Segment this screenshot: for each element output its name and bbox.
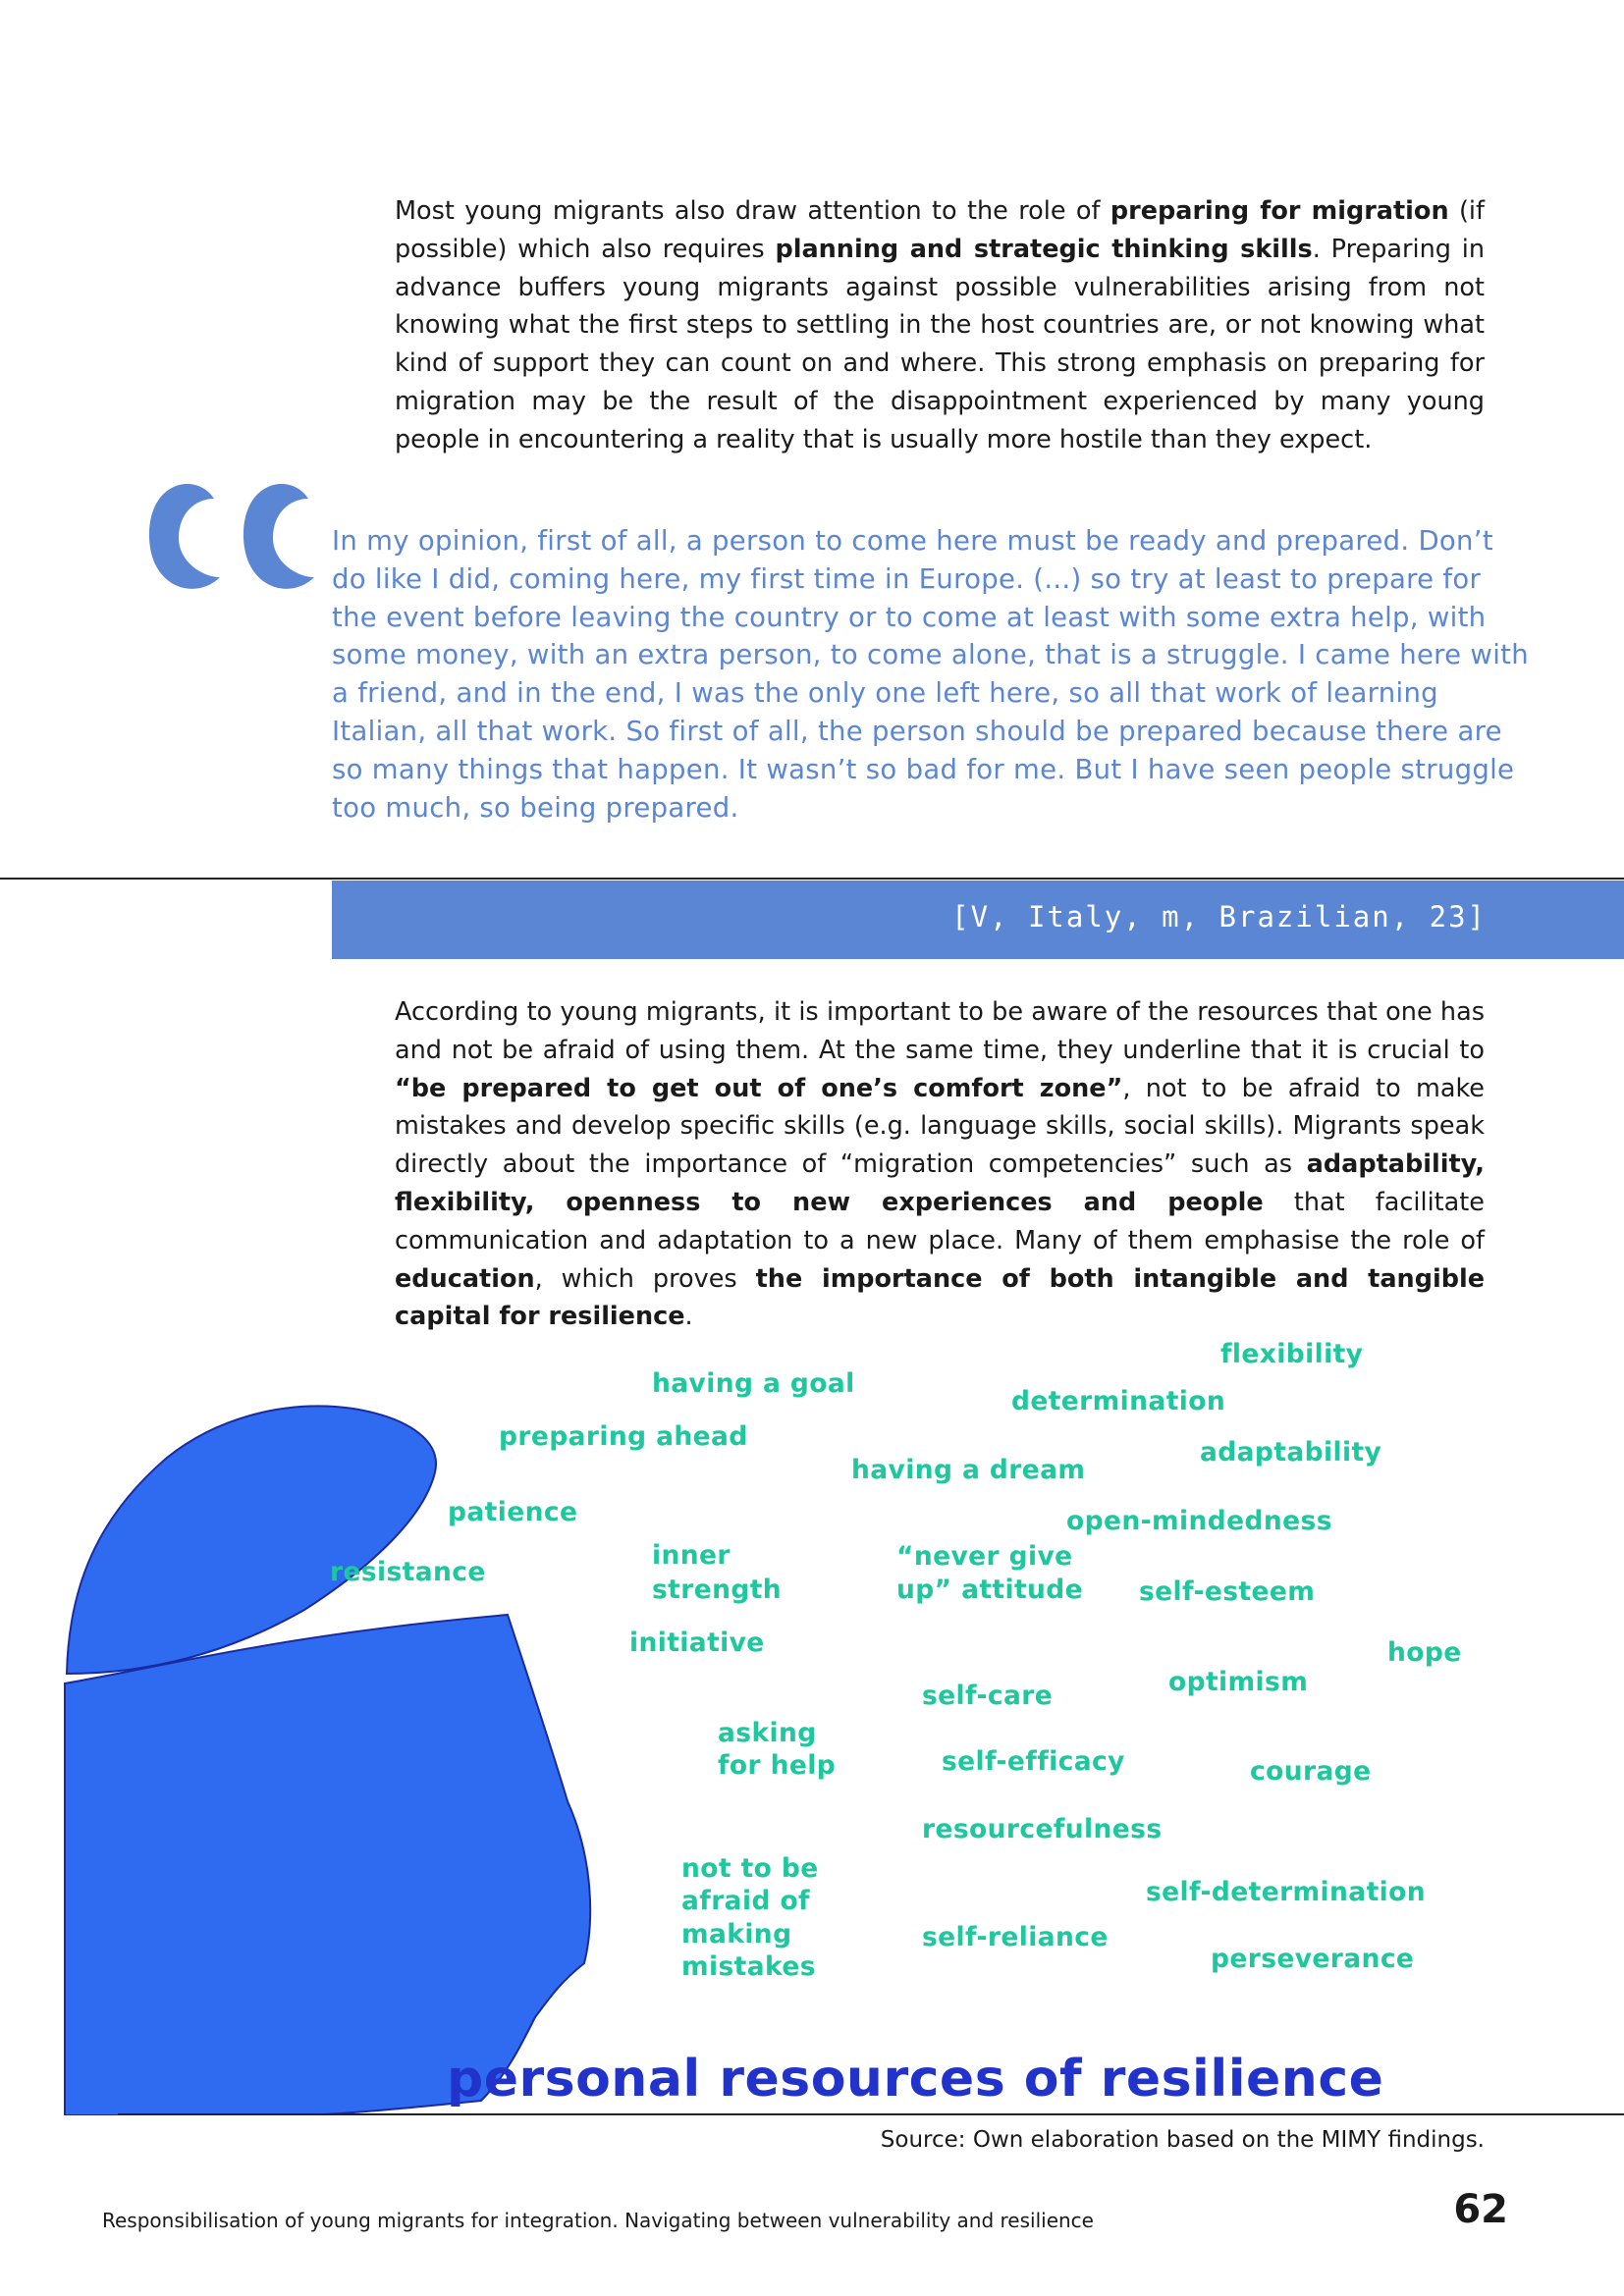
page-number: 62 (1453, 2187, 1508, 2232)
para2-text: , not to be afraid to make mistakes and develop specific skills (e.g. language skills, social skills). Migrants speak directly about the importance of “migration competencies” such as (395, 1073, 1485, 1180)
resource-word: self-efficacy (942, 1746, 1125, 1777)
resource-word: open-mindedness (1066, 1506, 1332, 1536)
resource-word: patience (448, 1497, 578, 1527)
resource-word: courage (1250, 1756, 1372, 1787)
attribution-bar (332, 881, 1624, 959)
resource-word: having a dream (851, 1455, 1086, 1485)
resource-word: resistance (330, 1557, 486, 1587)
figure-title: personal resources of resilience (447, 2050, 1384, 2109)
resource-word: having a goal (652, 1368, 855, 1399)
divider-line (118, 2113, 1624, 2115)
para1-bold: preparing for migration (1110, 196, 1449, 226)
divider-line (0, 878, 1624, 880)
resource-word: preparing ahead (499, 1421, 748, 1452)
para2-bold: “be prepared to get out of one’s comfort zone” (395, 1073, 1123, 1103)
resource-word: flexibility (1220, 1339, 1364, 1369)
resource-word: initiative (629, 1628, 765, 1658)
resource-word: self-care (922, 1681, 1054, 1711)
para2-bold: adaptability, flexibility, openness to new experiences and people (395, 1149, 1485, 1217)
resource-word: making (681, 1919, 792, 1949)
interview-quote: In my opinion, first of all, a person to come here must be ready and prepared. Don’t do like I did, coming here, my first time in Europe. (...) so try at least to prepare for the event before leaving the country or to come at least with some extra help, with some money, with an extra person, to come alone, that is a struggle. I came here with a friend, and in the end, I was the only one left here, so all that work of learning Italian, all that work. So first of all, the person should be prepared because there are so many things that happen. It wasn’t so bad for me. But I have seen people struggle too much, so being prepared. (332, 525, 1529, 824)
resource-word: strength (652, 1575, 783, 1605)
resource-word: for help (718, 1750, 837, 1781)
quote-attribution: [V, Italy, m, Brazilian, 23] (951, 900, 1487, 934)
resource-word: adaptability (1200, 1437, 1382, 1468)
para2-bold: the importance of both intangible and tangible capital for resilience (395, 1263, 1485, 1332)
body-paragraph-2 (395, 993, 1485, 1336)
para2-text: that facilitate communication and adaptation to a new place. Many of them emphasise the role of (395, 1187, 1485, 1255)
resource-word: self-esteem (1139, 1576, 1316, 1607)
para2-text: , which proves (534, 1263, 756, 1294)
quotation-mark-icon (137, 412, 324, 628)
resource-word: afraid of (681, 1886, 810, 1916)
para2-text: According to young migrants, it is important to be aware of the resources that one has and not be afraid of using them. At the same time, they underline that it is crucial to (395, 997, 1485, 1065)
resource-word: up” attitude (896, 1575, 1084, 1605)
resource-word: “never give (896, 1541, 1073, 1572)
para2-bold: education (395, 1263, 535, 1294)
resource-word: inner (652, 1540, 731, 1571)
para1-bold: planning and strategic thinking skills (775, 234, 1313, 264)
resource-word: determination (1011, 1386, 1226, 1416)
resource-word: hope (1387, 1637, 1462, 1668)
body-paragraph-1 (395, 192, 1485, 459)
para2-text: . (684, 1302, 693, 1332)
para1-text: Most young migrants also draw attention to the role of (395, 196, 1110, 226)
resource-word: self-determination (1146, 1877, 1427, 1907)
resource-word: mistakes (681, 1951, 816, 1982)
para1-text: . Preparing in advance buffers young migrants against possible vulnerabilities arising from not knowing what the first steps to settling in the host countries are, or not knowing what kind of support they can count on and where. This strong emphasis on preparing for migration may be the result of the disappointment experienced by many young people in encountering a reality that is usually more hostile than they expect. (395, 234, 1485, 454)
resource-word: resourcefulness (922, 1814, 1163, 1844)
figure-source: Source: Own elaboration based on the MIMY findings. (880, 2127, 1485, 2153)
resource-word: perseverance (1211, 1944, 1415, 1974)
footer-title: Responsibilisation of young migrants for integration. Navigating between vulnerability and resilience (102, 2209, 1094, 2232)
resource-word: optimism (1168, 1667, 1309, 1697)
para1-text: (if possible) which also requires (395, 196, 1485, 264)
resource-word: self-reliance (922, 1922, 1109, 1952)
resource-word: asking (718, 1718, 817, 1748)
resource-word: not to be (681, 1853, 819, 1884)
